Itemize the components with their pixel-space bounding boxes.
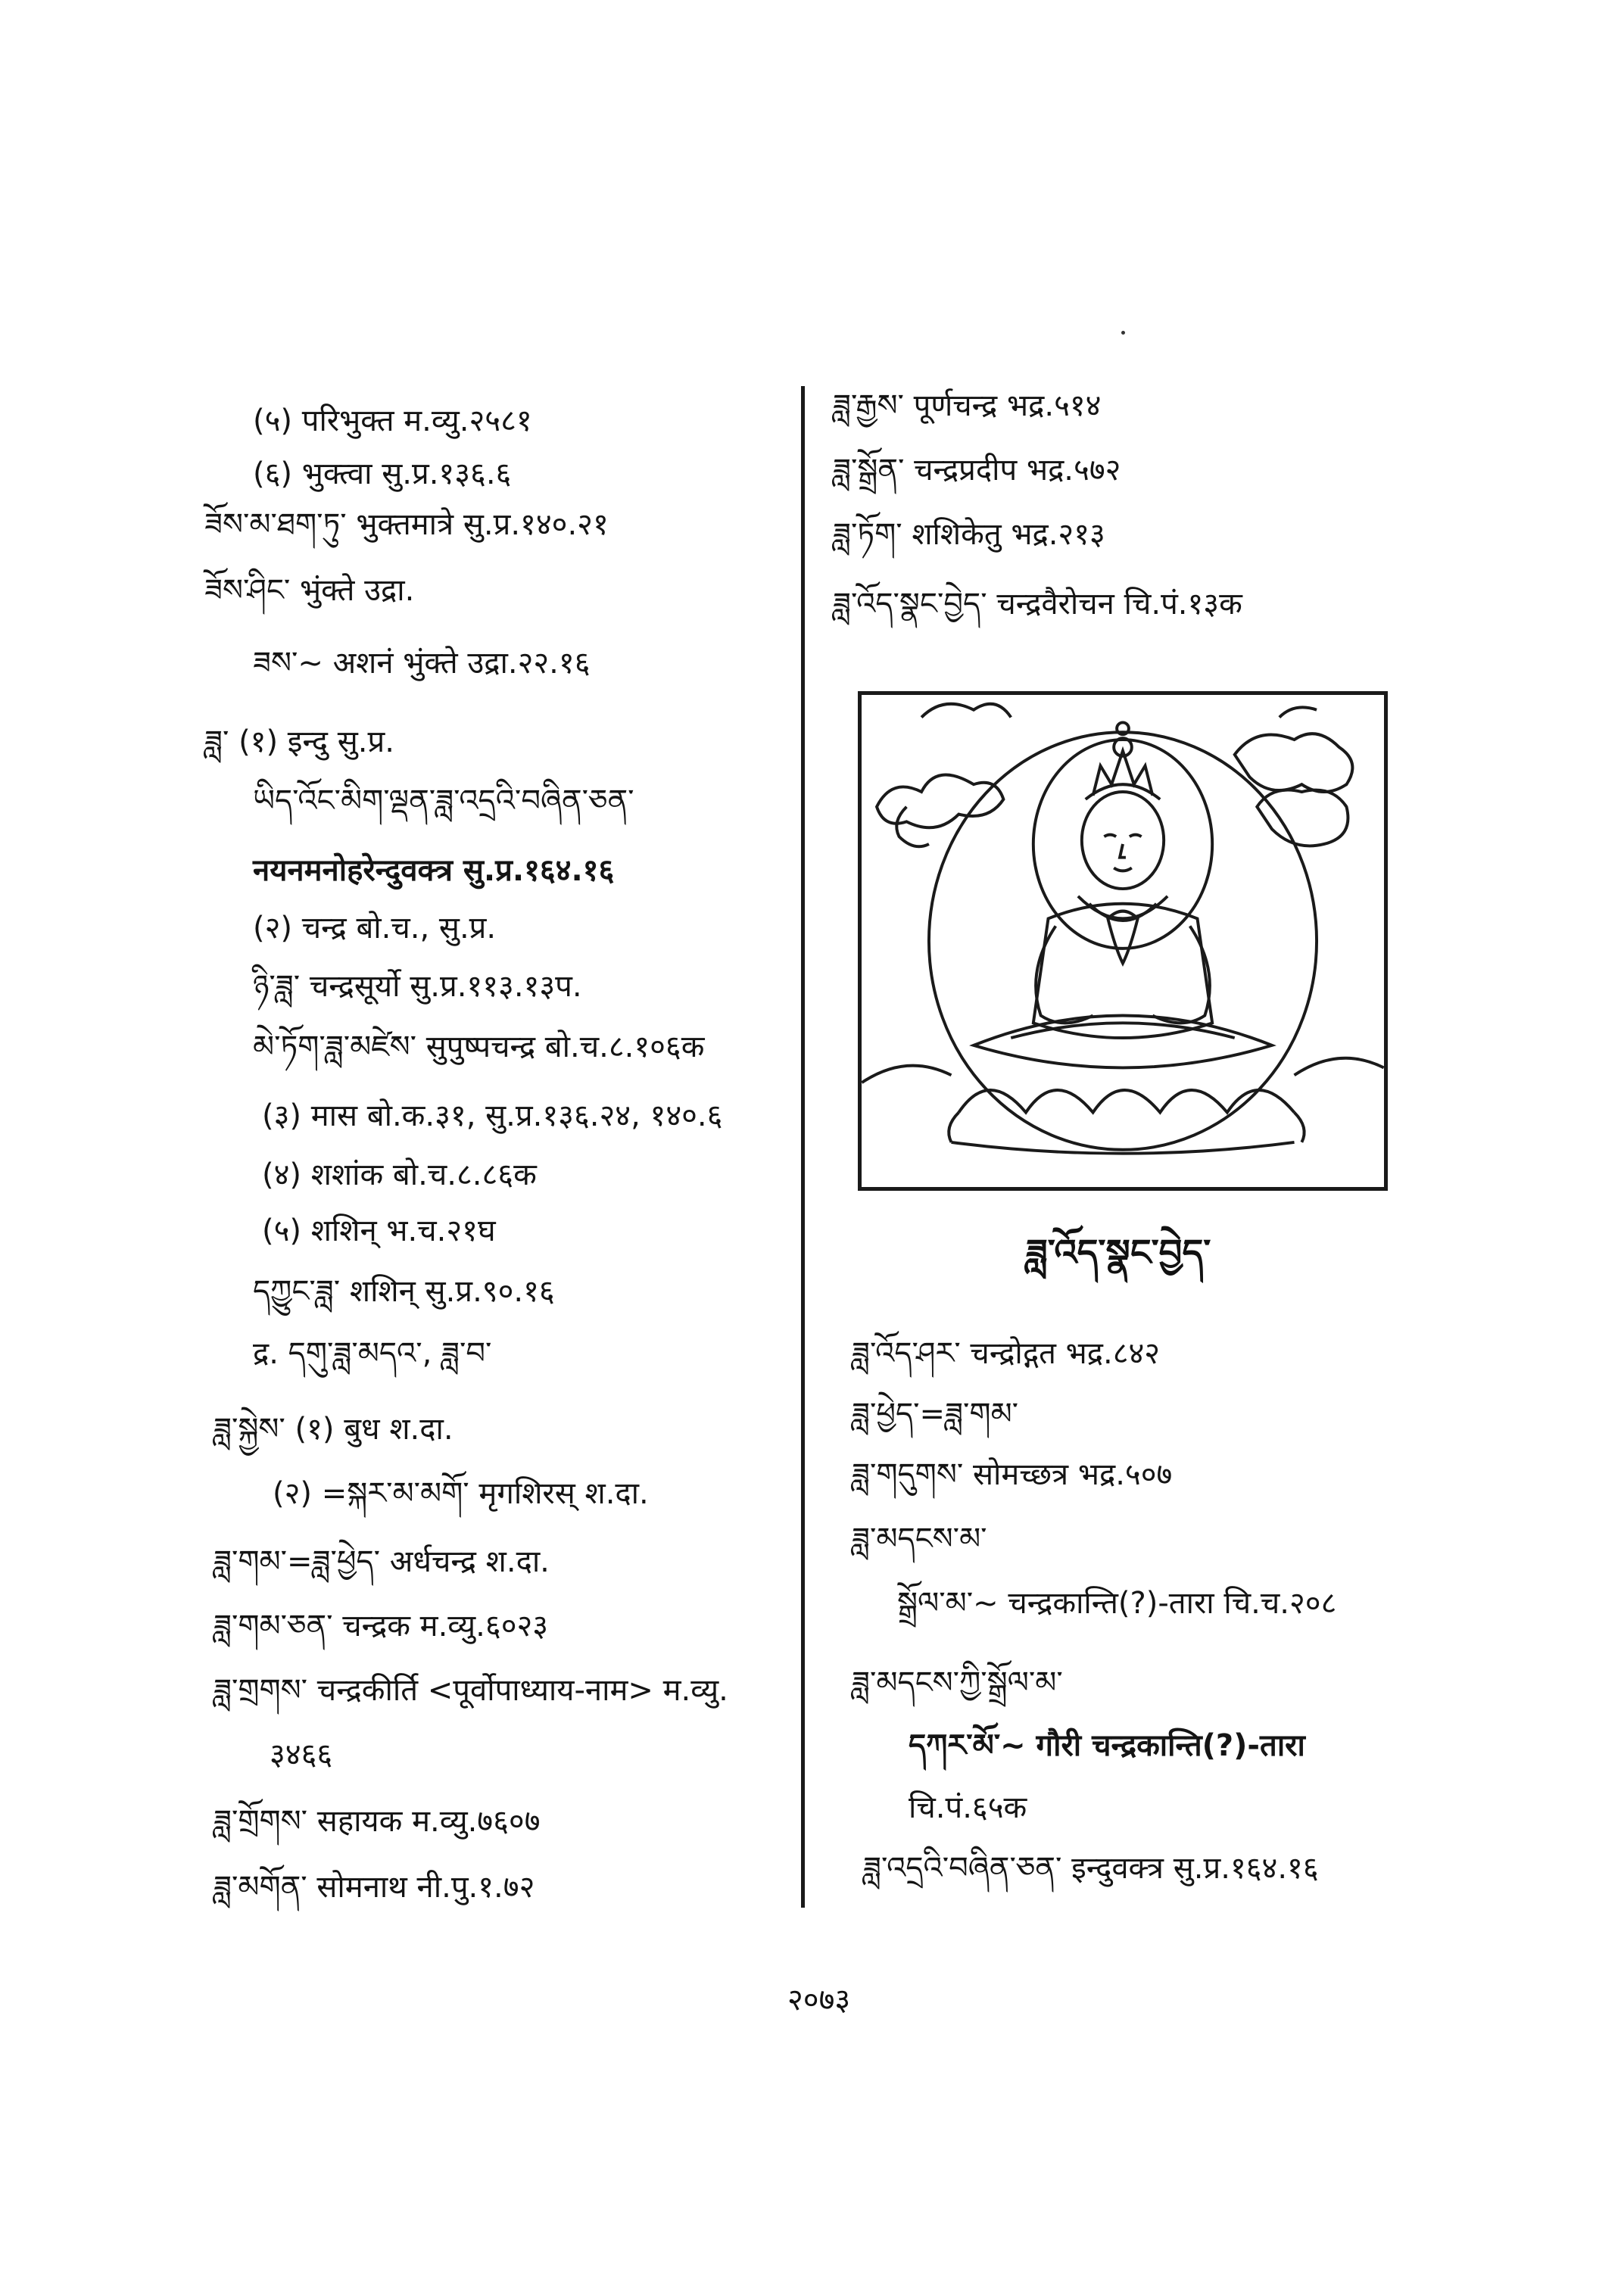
left-entry-12: (३) मास बो.क.३१, सु.प्र.१३६.२४, १४०.६: [262, 1098, 723, 1133]
left-entry-9: (२) चन्द्र बो.च., सु.प्र.: [253, 911, 497, 946]
left-entry-14: (५) शशिन् भ.च.२१घ: [262, 1213, 496, 1248]
left-entry-17: ཟླ་སྐྱེས་ (१) बुध श.दा.: [214, 1412, 454, 1447]
right-entry-11: དཀར་མོ་~ गौरी चन्द्रकान्ति(?)-तारा: [909, 1728, 1305, 1763]
left-entry-4: ཟོས་ཤིང་ भुंक्ते उद्रा.: [204, 573, 415, 608]
right-entry-3: ཟླ་ཏོག་ शशिकेतु भद्र.२१३: [833, 517, 1105, 552]
right-entry-7: ཟླ་གདུགས་ सोमच्छत्र भद्र.५०७: [852, 1457, 1173, 1492]
left-entry-21: ཟླ་གྲགས་ चन्द्रकीर्ति <पूर्वोपाध्याय-नाम> म.व्यु.: [214, 1673, 728, 1708]
right-entry-5: ཟླ་འོད་ཤར་ चन्द्रोद्गत भद्र.८४२: [852, 1336, 1161, 1371]
left-entry-8: नयनमनोहरेन्दुवक्त्र सु.प्र.१६४.१६: [253, 853, 615, 888]
left-entry-19: ཟླ་གམ་=ཟླ་ཕྱེད་ अर्धचन्द्र श.दा.: [214, 1544, 550, 1579]
deity-illustration: [858, 691, 1388, 1191]
right-entry-12: चि.पं.६५क: [909, 1790, 1027, 1825]
right-entry-8: ཟླ་མདངས་མ་: [852, 1522, 987, 1556]
left-entry-20: ཟླ་གམ་ཅན་ चन्द्रक म.व्यु.६०२३: [214, 1609, 549, 1643]
right-entry-13: ཟླ་འདྲའི་བཞིན་ཅན་ इन्दुवक्त्र सु.प्र.१६४.१६: [863, 1851, 1319, 1886]
left-entry-16: द्र. དགུ་ཟླ་མདའ་, ཟླ་བ་: [253, 1336, 492, 1371]
left-entry-10: ཉི་ཟླ་ चन्द्रसूर्यो सु.प्र.११३.१३प.: [253, 969, 582, 1004]
left-entry-11: མེ་ཏོག་ཟླ་མཛེས་ सुपुष्पचन्द्र बो.च.८.१०६क: [253, 1030, 705, 1064]
right-entry-10: ཟླ་མདངས་ཀྱི་སྒྲོལ་མ་: [852, 1665, 1063, 1700]
column-divider: [801, 386, 805, 1908]
right-entry-9: སྒྲོལ་མ་~ चन्द्रकान्ति(?)-तारा चि.च.२०८: [897, 1586, 1337, 1621]
page-number: २०७३: [787, 1983, 851, 2017]
left-entry-23: ཟླ་གྲོགས་ सहायक म.व्यु.७६०७: [214, 1804, 541, 1839]
right-entry-6: ཟླ་ཕྱེད་=ཟླ་གམ་: [852, 1397, 1019, 1432]
seated-deity-drawing: [862, 695, 1384, 1187]
left-entry-24: ཟླ་མགོན་ सोमनाथ नी.पु.१.७२: [214, 1870, 535, 1905]
right-entry-4: ཟླ་འོད་སྣང་བྱེད་ चन्द्रवैरोचन चि.पं.१३क: [833, 587, 1242, 622]
print-speck: [1121, 331, 1125, 335]
right-entry-2: ཟླ་སྒྲོན་ चन्द्रप्रदीप भद्र.५७२: [833, 453, 1121, 488]
left-entry-3: ཟོས་མ་ཐག་ཏུ་ भुक्तमात्रे सु.प्र.१४०.२१: [204, 507, 609, 542]
right-entry-1: ཟླ་རྒྱས་ पूर्णचन्द्र भद्र.५१४: [833, 388, 1102, 423]
left-entry-22: ३४६६: [270, 1737, 333, 1772]
figure-caption: ཟླ་འོད་སྣང་བྱེད་: [1026, 1232, 1211, 1274]
left-entry-5: ཟས་~ अशनं भुंक्ते उद्रा.२२.१६: [253, 646, 591, 681]
left-entry-6: ཟླ་ (१) इन्दु सु.प्र.: [204, 724, 394, 759]
left-entry-2: (६) भुक्त्वा सु.प्र.१३६.६: [253, 456, 512, 491]
left-entry-1: (५) परिभुक्त म.व्यु.२५८१: [253, 403, 532, 438]
left-entry-7: ཡིད་འོང་མིག་ལྡན་ཟླ་འདྲའི་བཞིན་ཅན་: [253, 784, 634, 818]
left-entry-18: (२) =སྐར་མ་མགོ་ मृगशिरस् श.दा.: [273, 1476, 649, 1511]
left-entry-15: དཀྱུང་ཟླ་ शशिन् सु.प्र.९०.१६: [253, 1274, 555, 1309]
left-entry-13: (४) शशांक बो.च.८.८६क: [262, 1157, 537, 1192]
